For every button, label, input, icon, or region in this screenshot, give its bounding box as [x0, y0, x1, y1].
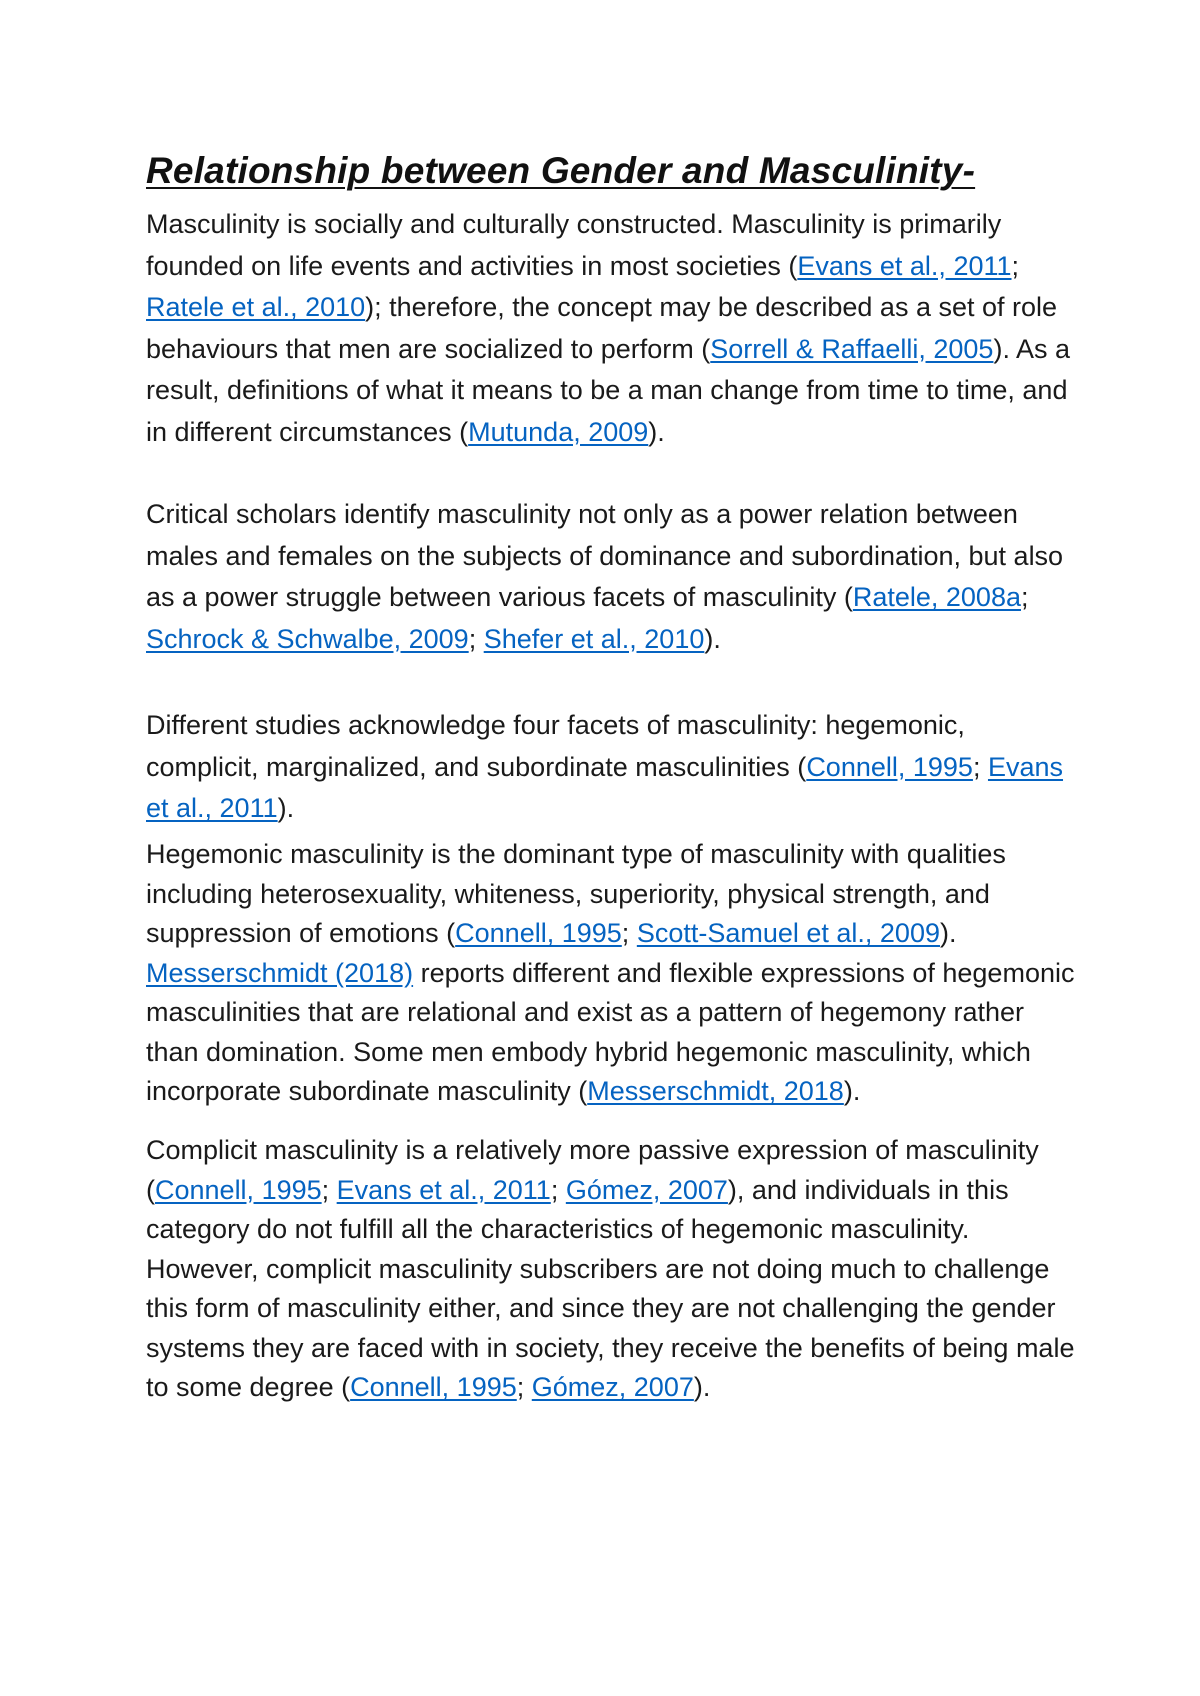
citation-link[interactable]: Evans et al., 2011: [336, 1174, 551, 1205]
paragraph-text: ;: [550, 1174, 566, 1205]
citation-link[interactable]: Messerschmidt (2018): [146, 957, 414, 988]
paragraph: [146, 705, 1076, 830]
citation-link[interactable]: Shefer et al., 2010: [483, 623, 705, 654]
paragraph-text: ;: [321, 1174, 337, 1205]
paragraph-text: Complicit masculinity is a relatively more passive expression of masculinity (: [146, 1135, 1039, 1205]
citation-link[interactable]: Gómez, 2007: [565, 1174, 728, 1205]
citation-link[interactable]: Mutunda, 2009: [468, 416, 649, 447]
paragraph: [146, 835, 1076, 1112]
citation-link[interactable]: Connell, 1995: [155, 1174, 322, 1205]
citation-link[interactable]: Connell, 1995: [350, 1372, 517, 1402]
citation-link[interactable]: Ratele et al., 2010: [146, 292, 366, 322]
paragraph-text: Different studies acknowledge four facets of masculinity: hegemonic, complicit, marginalized, and subordinate masculinities (: [146, 710, 965, 782]
citation-link[interactable]: Connell, 1995: [455, 918, 622, 948]
paragraph-text: ).: [843, 1076, 861, 1106]
paragraph-text: ).: [704, 623, 721, 654]
paragraph-text: ;: [1020, 582, 1029, 612]
paragraph-text: ;: [621, 918, 637, 948]
citation-link[interactable]: Sorrell & Raffaelli, 2005: [710, 333, 994, 364]
paragraph-text: ;: [516, 1372, 532, 1402]
paragraph-text: ); therefore, the concept may be described as a set of role behaviours that men are socialized to perform (: [146, 292, 1058, 364]
paragraph-text: ).: [693, 1372, 711, 1402]
citation-link[interactable]: Gómez, 2007: [531, 1372, 694, 1402]
citation-link[interactable]: Scott-Samuel et al., 2009: [636, 918, 940, 948]
citation-link[interactable]: Connell, 1995: [806, 751, 973, 782]
paragraph-text: ;: [468, 623, 484, 654]
paragraph-text: ), and individuals in this category do not fulfill all the characteristics of hegemonic masculinity. However, complicit masculinity subscribers are not doing much to challenge this form of masculinity either, and since they are not challenging the gender systems they are faced with in society, they receive the benefits of being male to some degree (: [146, 1174, 1075, 1402]
paragraph-text: ).: [277, 793, 295, 823]
paragraph-text: ;: [972, 751, 988, 782]
paragraph-text: ). As a result, definitions of what it means to be a man change from time to time, and in different circumstances (: [146, 333, 1070, 447]
citation-link[interactable]: Evans et al., 2011: [146, 751, 1064, 823]
page-title: Relationship between Gender and Masculinity-: [146, 150, 976, 191]
paragraph: [146, 494, 1076, 660]
paragraph-text: Masculinity is socially and culturally constructed. Masculinity is primarily founded on life events and activities in most societies (: [146, 209, 1002, 281]
citation-link[interactable]: Evans et al., 2011: [797, 250, 1012, 281]
paragraph-text: ).: [648, 416, 665, 447]
paragraph-text: reports different and flexible expressions of hegemonic masculinities that are relational and exist as a pattern of hegemony rather than domination. Some men embody hybrid hegemonic masculinity, which incorporate subordinate masculinity (: [146, 957, 1075, 1106]
citation-link[interactable]: Ratele, 2008a: [852, 582, 1021, 612]
paragraph: [146, 204, 1076, 453]
paragraph-text: ;: [1011, 250, 1020, 281]
citation-link[interactable]: Messerschmidt, 2018: [587, 1076, 844, 1106]
citation-link[interactable]: Schrock & Schwalbe, 2009: [146, 623, 469, 654]
paragraph-text: Hegemonic masculinity is the dominant type of masculinity with qualities including heterosexuality, whiteness, superiority, physical strength, and suppression of emotions (: [146, 839, 1006, 948]
paragraph-text: ).: [939, 918, 957, 948]
paragraph: [146, 1131, 1076, 1408]
paragraph-text: Critical scholars identify masculinity not only as a power relation between males and females on the subjects of dominance and subordination, but also as a power struggle between various facets of masculinity (: [146, 499, 1064, 612]
